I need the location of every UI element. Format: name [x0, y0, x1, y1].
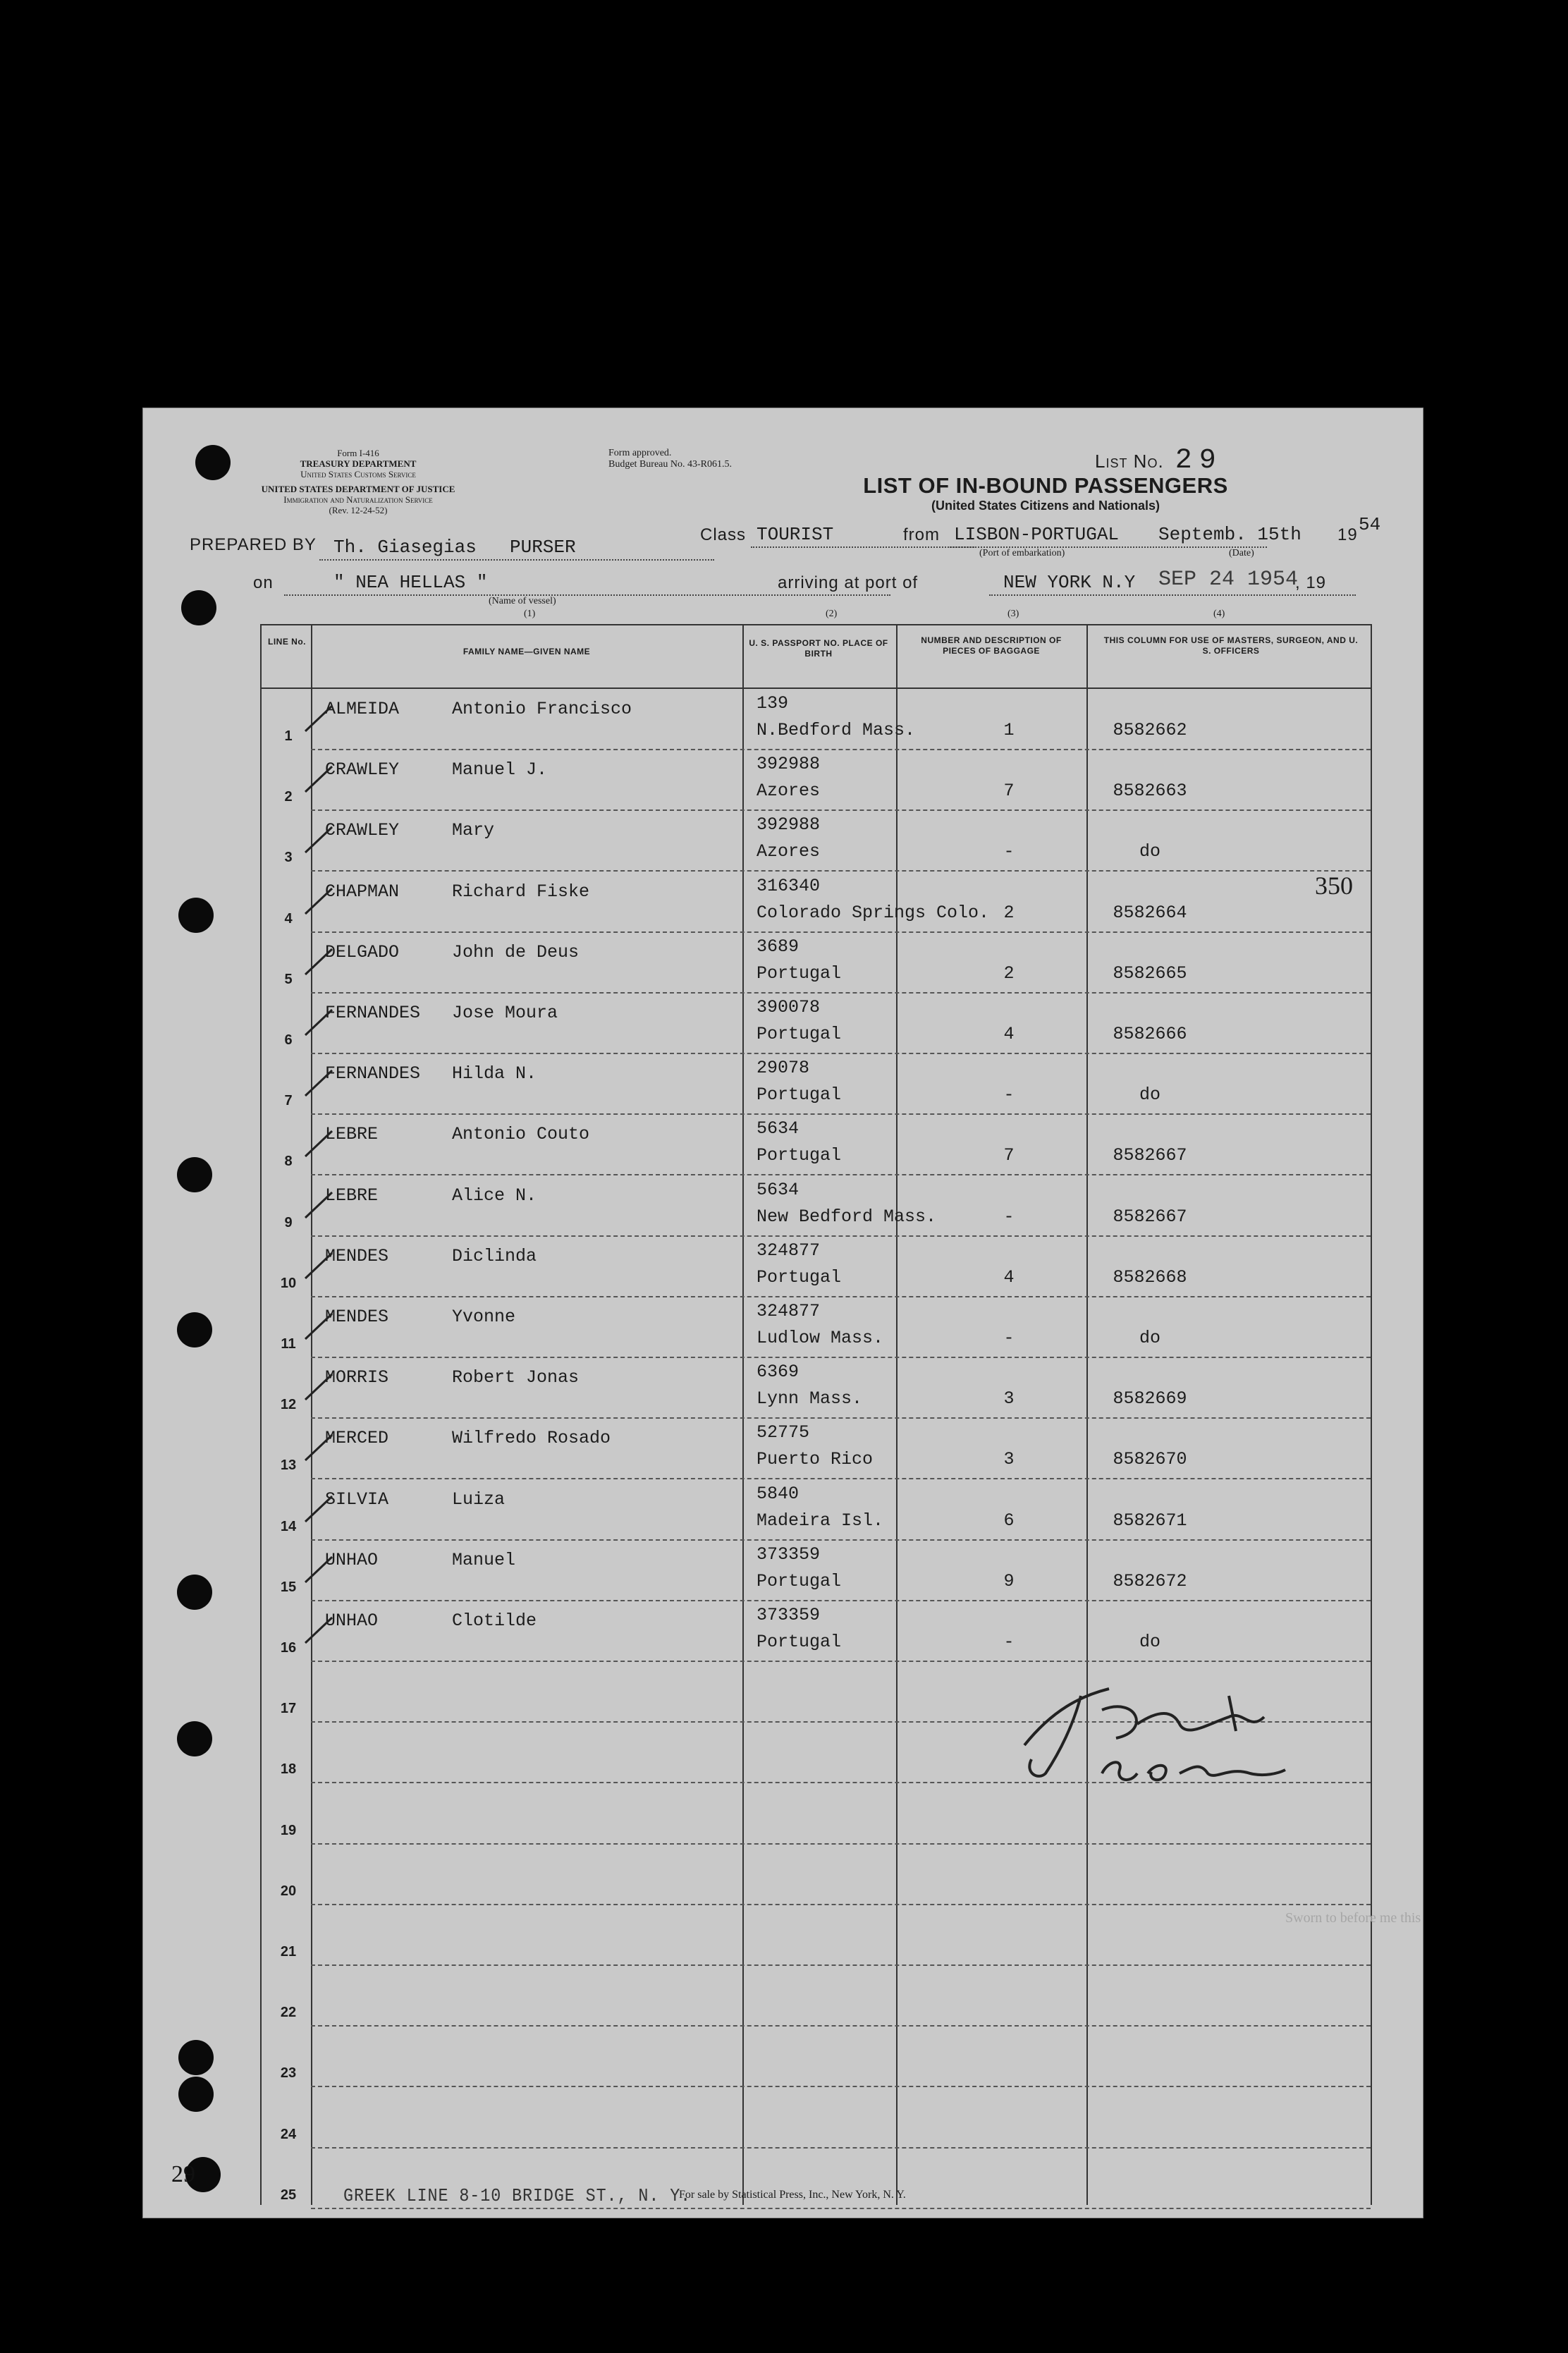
family-name: CRAWLEY	[325, 820, 400, 841]
officer-entry: 8582669	[1113, 1388, 1187, 1410]
prepared-by-label: PREPARED BY	[190, 535, 317, 554]
check-mark-icon	[302, 886, 335, 915]
given-name: John de Deus	[452, 941, 580, 962]
baggage-count: 3	[1003, 1449, 1015, 1470]
passport-number: 29078	[757, 1058, 810, 1079]
line-number: 4	[284, 910, 293, 927]
family-name: MENDES	[325, 1245, 389, 1266]
officer-entry: 8582665	[1113, 962, 1187, 984]
port-caption: (Port of embarkation)	[979, 548, 1065, 558]
table-row	[262, 810, 1371, 872]
oath-text-faint: Sworn to before me this	[1285, 1910, 1421, 1926]
table-row	[262, 1357, 1371, 1419]
punch-hole	[195, 445, 231, 480]
baggage-count: 4	[1003, 1024, 1015, 1044]
given-name: Robert Jonas	[452, 1367, 580, 1388]
departure-date: Septemb. 15th	[1158, 524, 1301, 545]
line-number: 10	[280, 1275, 297, 1291]
line-number: 7	[284, 1093, 293, 1109]
place-of-birth: Puerto Rico	[757, 1449, 874, 1470]
line-number: 24	[280, 2126, 297, 2142]
officer-entry: 8582672	[1113, 1570, 1187, 1591]
check-mark-icon	[302, 1554, 335, 1584]
page-title: LIST OF IN-BOUND PASSENGERS	[863, 473, 1228, 498]
customs-service: United States Customs Service	[300, 469, 416, 479]
purser-signature	[996, 1668, 1292, 1795]
officer-entry: 8582668	[1113, 1266, 1187, 1288]
line-number: 19	[280, 1822, 297, 1838]
row-rule	[311, 2208, 1371, 2209]
officer-entry: do	[1139, 1328, 1160, 1348]
line-number: 11	[281, 1336, 296, 1352]
line-number: 14	[280, 1518, 297, 1534]
place-of-birth: Azores	[757, 841, 821, 862]
given-name: Antonio Francisco	[452, 699, 632, 719]
passport-number: 373359	[757, 1605, 821, 1625]
given-name: Diclinda	[452, 1245, 537, 1266]
officer-entry: 8582664	[1113, 902, 1187, 923]
line-number: 12	[280, 1397, 297, 1413]
passport-number: 392988	[757, 754, 821, 775]
officer-entry: 8582667	[1113, 1145, 1187, 1166]
place-of-birth: Portugal	[757, 962, 842, 984]
table-row	[262, 1114, 1371, 1175]
list-no-label: List No.	[1095, 451, 1164, 472]
check-mark-icon	[302, 1371, 335, 1401]
col-caption-2: (2)	[826, 609, 838, 619]
line-number: 18	[280, 1761, 297, 1778]
table-row	[262, 1905, 1371, 1966]
given-name: Manuel	[452, 1549, 516, 1570]
baggage-count: 4	[1003, 1266, 1015, 1288]
punch-hole	[178, 2040, 214, 2075]
line-number: 13	[280, 1457, 297, 1474]
col-header-baggage: NUMBER AND DESCRIPTION OF PIECES OF BAGGAGE	[921, 635, 1062, 656]
family-name: ALMEIDA	[325, 699, 400, 719]
check-mark-icon	[302, 1068, 335, 1097]
given-name: Yvonne	[452, 1307, 516, 1327]
table-row	[262, 1479, 1371, 1541]
baggage-count: 6	[1003, 1510, 1015, 1531]
form-approved: Form approved.	[608, 448, 672, 458]
punch-hole	[177, 1575, 212, 1610]
revision-date: (Rev. 12-24-52)	[329, 505, 388, 515]
passport-number: 324877	[757, 1240, 821, 1261]
class-label: Class	[700, 525, 747, 544]
given-name: Richard Fiske	[452, 881, 590, 902]
given-name: Wilfredo Rosado	[452, 1428, 611, 1449]
place-of-birth: Portugal	[757, 1632, 842, 1652]
col-caption-4: (4)	[1213, 609, 1225, 619]
check-mark-icon	[302, 1007, 335, 1037]
prepared-by-name: Th. Giasegias	[333, 537, 477, 558]
line-number: 1	[284, 728, 293, 744]
place-of-birth: Portugal	[757, 1084, 842, 1106]
table-row	[262, 932, 1371, 994]
family-name: FERNANDES	[325, 1063, 421, 1084]
baggage-count: 2	[1003, 962, 1015, 984]
line-number: 25	[280, 2187, 297, 2203]
list-number-block	[1095, 445, 1223, 477]
check-mark-icon	[302, 946, 335, 976]
officer-entry: 8582662	[1113, 720, 1187, 740]
given-name: Luiza	[452, 1489, 506, 1510]
arrival-line	[989, 594, 1356, 596]
baggage-count: -	[1003, 1084, 1015, 1106]
check-mark-icon	[302, 1190, 335, 1219]
arrival-year: , 19	[1295, 573, 1327, 592]
line-number: 15	[280, 1579, 297, 1595]
baggage-count: 2	[1003, 902, 1015, 923]
table-row	[262, 1053, 1371, 1115]
family-name: FERNANDES	[325, 1003, 421, 1023]
place-of-birth: Azores	[757, 781, 821, 802]
col-header-officers: THIS COLUMN FOR USE OF MASTERS, SURGEON, AND U. S. OFFICERS	[1103, 635, 1359, 656]
line-number: 8	[284, 1154, 293, 1170]
table-row	[262, 1601, 1371, 1662]
passport-number: 6369	[757, 1362, 800, 1383]
passport-number: 390078	[757, 997, 821, 1017]
baggage-count: 1	[1003, 720, 1015, 740]
place-of-birth: Portugal	[757, 1024, 842, 1044]
line-number: 23	[280, 2065, 297, 2082]
check-mark-icon	[302, 1128, 335, 1158]
line-number: 16	[280, 1640, 297, 1656]
given-name: Manuel J.	[452, 759, 548, 781]
line-number: 21	[280, 1944, 297, 1960]
justice-dept: UNITED STATES DEPARTMENT OF JUSTICE	[261, 484, 455, 494]
passport-number: 392988	[757, 814, 821, 836]
check-mark-icon	[302, 824, 335, 854]
check-mark-icon	[302, 1250, 335, 1280]
table-row	[262, 689, 1371, 750]
line-number: 2	[284, 789, 293, 805]
passport-number: 52775	[757, 1422, 810, 1443]
given-name: Hilda N.	[452, 1063, 537, 1084]
given-name: Mary	[452, 820, 495, 841]
punch-hole	[177, 1312, 212, 1347]
family-name: MENDES	[325, 1307, 389, 1327]
prepared-line	[319, 559, 714, 561]
line-number: 17	[280, 1701, 297, 1717]
arrival-port: NEW YORK N.Y	[1003, 572, 1136, 593]
passport-number: 3689	[757, 936, 800, 957]
punch-hole	[177, 1157, 212, 1192]
table-row	[262, 2087, 1371, 2149]
check-mark-icon	[302, 1311, 335, 1340]
officer-entry: 8582670	[1113, 1449, 1187, 1470]
page-subtitle: (United States Citizens and Nationals)	[931, 499, 1160, 513]
table-row	[262, 993, 1371, 1054]
table-row	[262, 750, 1371, 811]
title-block	[848, 473, 1243, 513]
baggage-count: -	[1003, 1328, 1015, 1348]
check-mark-icon	[302, 1615, 335, 1644]
table-row	[262, 872, 1371, 933]
line-number: 3	[284, 850, 293, 866]
family-name: CRAWLEY	[325, 759, 400, 781]
table-row	[262, 1175, 1371, 1237]
passport-number: 5634	[757, 1118, 800, 1139]
baggage-count: -	[1003, 1206, 1015, 1227]
approval-block	[608, 448, 732, 470]
footer-print: For sale by Statistical Press, Inc., New York, N. Y.	[679, 2189, 906, 2201]
passport-number: 5634	[757, 1179, 800, 1200]
place-of-birth: N.Bedford Mass.	[757, 720, 916, 740]
corner-mark: 29	[171, 2161, 195, 2187]
table-row	[262, 1418, 1371, 1479]
officer-entry: 8582666	[1113, 1024, 1187, 1044]
line-number: 9	[284, 1214, 293, 1230]
arriving-label: arriving at port of	[778, 573, 919, 592]
family-name: MERCED	[325, 1428, 389, 1449]
family-name: UNHAO	[325, 1611, 379, 1631]
punch-hole	[178, 898, 214, 933]
punch-hole	[178, 2077, 214, 2112]
officer-entry: do	[1139, 1084, 1160, 1106]
place-of-birth: Lynn Mass.	[757, 1388, 863, 1410]
check-mark-icon	[302, 703, 335, 733]
family-name: DELGADO	[325, 941, 400, 962]
col-caption-1: (1)	[524, 609, 536, 619]
form-number: Form I-416	[337, 448, 379, 458]
footer-stamp: GREEK LINE 8-10 BRIDGE ST., N. Y.	[343, 2185, 692, 2206]
year-prefix: 19	[1337, 525, 1358, 544]
table-row	[262, 2026, 1371, 2087]
line-number: 5	[284, 971, 293, 987]
table-row	[262, 1844, 1371, 1905]
passport-number: 316340	[757, 875, 821, 896]
prepared-by-role: PURSER	[510, 537, 576, 558]
table-row	[262, 1965, 1371, 2027]
col-caption-3: (3)	[1007, 609, 1019, 619]
family-name: MORRIS	[325, 1367, 389, 1388]
class-line	[751, 546, 976, 548]
passport-number: 139	[757, 693, 789, 714]
arrival-date-stamp: SEP 24 1954	[1158, 568, 1299, 592]
col-header-name: FAMILY NAME—GIVEN NAME	[463, 647, 591, 656]
family-name: SILVIA	[325, 1489, 389, 1510]
place-of-birth: Portugal	[757, 1145, 842, 1166]
form-id-block	[242, 448, 474, 515]
treasury-dept: TREASURY DEPARTMENT	[300, 458, 417, 469]
baggage-count: 3	[1003, 1388, 1015, 1410]
baggage-count: 7	[1003, 1145, 1015, 1166]
officer-entry: 8582667	[1113, 1206, 1187, 1227]
vessel-line	[284, 594, 890, 596]
budget-bureau: Budget Bureau No. 43-R061.5.	[608, 459, 732, 470]
col-header-passport: U. S. PASSPORT NO. PLACE OF BIRTH	[749, 638, 888, 659]
officer-entry: 8582671	[1113, 1510, 1187, 1531]
passport-number: 373359	[757, 1544, 821, 1565]
place-of-birth: Portugal	[757, 1570, 842, 1591]
check-mark-icon	[302, 1493, 335, 1523]
ins-service: Immigration and Naturalization Service	[283, 494, 433, 505]
date-caption: (Date)	[1229, 548, 1254, 558]
line-number: 20	[280, 1883, 297, 1899]
on-label: on	[253, 573, 274, 592]
passport-number: 5840	[757, 1483, 800, 1504]
given-name: Alice N.	[452, 1185, 537, 1206]
check-mark-icon	[302, 764, 335, 793]
year-suffix: 54	[1359, 514, 1381, 535]
family-name: LEBRE	[325, 1185, 379, 1206]
place-of-birth: Ludlow Mass.	[757, 1328, 884, 1348]
place-of-birth: New Bedford Mass.	[757, 1206, 937, 1227]
given-name: Jose Moura	[452, 1003, 558, 1023]
check-mark-icon	[302, 1432, 335, 1462]
place-of-birth: Portugal	[757, 1266, 842, 1288]
place-of-birth: Colorado Springs Colo.	[757, 902, 990, 923]
baggage-count: -	[1003, 1632, 1015, 1652]
family-name: CHAPMAN	[325, 881, 400, 902]
table-row	[262, 1540, 1371, 1601]
officer-entry: 8582663	[1113, 781, 1187, 802]
punch-hole	[177, 1721, 212, 1756]
passenger-table	[260, 624, 1372, 2205]
margin-number: 350	[1315, 872, 1353, 900]
place-of-birth: Madeira Isl.	[757, 1510, 884, 1531]
family-name: UNHAO	[325, 1549, 379, 1570]
manifest-sheet	[142, 408, 1423, 2218]
baggage-count: -	[1003, 841, 1015, 862]
passport-number: 324877	[757, 1301, 821, 1321]
officer-entry: do	[1139, 841, 1160, 862]
from-label: from	[903, 525, 940, 544]
vessel-name: " NEA HELLAS "	[333, 572, 488, 593]
from-value: LISBON-PORTUGAL	[954, 524, 1120, 545]
line-number: 22	[280, 2005, 297, 2021]
given-name: Antonio Couto	[452, 1124, 590, 1145]
given-name: Clotilde	[452, 1611, 537, 1631]
list-no-value: 29	[1175, 445, 1223, 477]
family-name: LEBRE	[325, 1124, 379, 1145]
col-header-line: LINE No.	[268, 637, 306, 647]
baggage-count: 9	[1003, 1570, 1015, 1591]
vessel-caption: (Name of vessel)	[489, 596, 556, 606]
baggage-count: 7	[1003, 781, 1015, 802]
punch-hole	[181, 590, 216, 625]
officer-entry: do	[1139, 1632, 1160, 1652]
class-value: TOURIST	[757, 524, 834, 545]
table-row	[262, 1297, 1371, 1358]
table-row	[262, 1236, 1371, 1297]
line-number: 6	[284, 1032, 293, 1048]
